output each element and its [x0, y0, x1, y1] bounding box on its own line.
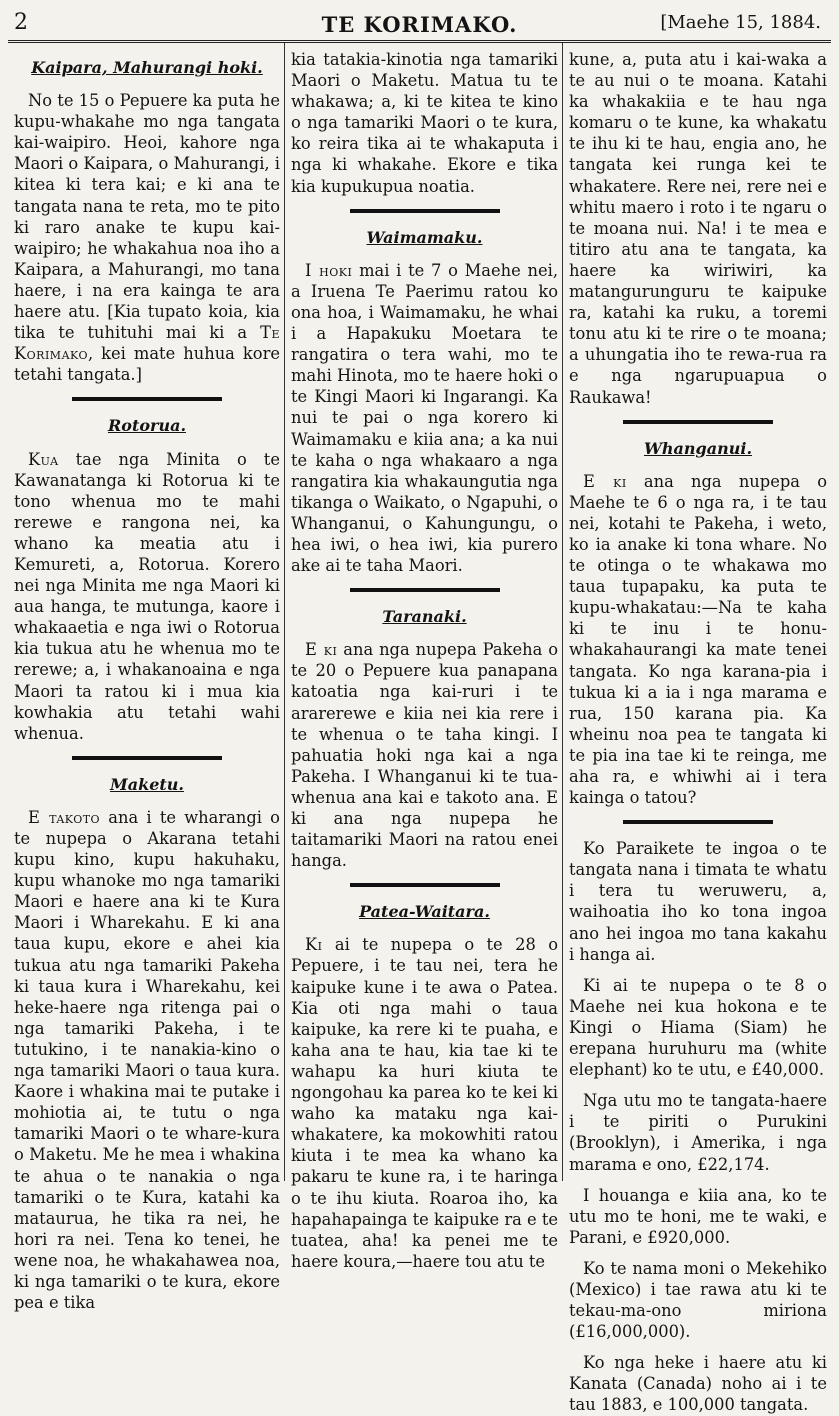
article-kaipara — [14, 90, 280, 385]
lead-words: E ki — [583, 471, 627, 491]
article-text: ai te nupepa o te 28 o Pepuere, i te tau nei, tera he kaipuke kune i te awa o Patea. Kia oti nga mahi o taua kaipuke, ka rere ki te puaha, e kaha ana te hau, kia tae ki te wahapu ka huri kiuta te ngongohau ka parea ko te kei ki waho ka mataku nga kai-whakatere, ka mokowhiti ratou kiuta i te mea ka whano ka pakaru te kune ra, i te haringa o te ihu kiuta. Roaroa iho, ka hapahapainga te kaipuke ra e te tuatea, aha! ka penei me te haere koura,—haere tou atu te — [291, 935, 559, 1271]
news-item: Ki ai te nupepa o te 8 o Maehe nei kua hokona e te Kingi o Hiama (Siam) he erepana huruhuru ma (white elephant) ko te utu, e £40,000. — [569, 975, 827, 1080]
page-header — [8, 4, 831, 43]
article-whanganui — [569, 471, 827, 809]
article-text: ana nga nupepa Pakeha o te 20 o Pepuere kua panapana katoatia nga kai-ruri i te ararerewe e kiia nei kia rere i te whenua o te taha kingi. I pahuatia hoki nga kai a nga Pakeha. I Whanganui ki te tua-whenua ana kai e takoto ana. E ki ana nga nupepa he taitamariki Maori na ratou enei hanga. — [291, 640, 558, 871]
lead-words: I hoki — [305, 260, 353, 280]
section-title-whanganui: Whanganui. — [643, 438, 753, 458]
columns — [8, 43, 831, 1415]
article-maketu — [14, 807, 280, 1313]
article-patea-continued: kune, a, puta atu i kai-waka a te au nui o te moana. Katahi ka whakakiia e te hau nga komaru o te kune, ka whakatu te ihu ki te hau, engia ano, he tangata kei runga kei te whakatere. Rere nei, rere nei e whitu maero i roto i te ngaru o te moana nui. Na! i te mea e titiro atu ana te tangata, ka haere ka wiriwiri, ka matangurunguru te kaipuke ra, katahi ka ruku, a toremi tonu atu ki te rire o te moana; a uhungatia iho te rewa-rua ra e nga ngarupuapua o Raukawa! — [569, 50, 827, 407]
column-1 — [8, 43, 285, 1313]
masthead-title: TE KORIMAKO. — [321, 12, 518, 37]
section-title-taranaki: Taranaki. — [382, 607, 467, 627]
section-title-maketu: Maketu. — [110, 774, 184, 794]
lead-words: E ki — [305, 640, 338, 660]
section-divider — [350, 209, 500, 213]
section-divider — [72, 756, 222, 760]
article-text: No te 15 o Pepuere ka puta he kupu-whakahe mo nga tangata kai-waipiro. Heoi, kahore nga Maori o Kaipara, o Mahurangi, i kitea ki tera kai; e ki ana te tangata nana te reta, mo te pito ki raro anake te kupu kai-waipiro; he whakahua noa iho a Kaipara, a Mahurangi, mo tana haere, i na era kainga te ara haere atu. [Kia tupato koia, kia tika te tuhituhi mai ki a — [14, 91, 280, 343]
news-item: I houanga e kiia ana, ko te utu mo te honi, me te waki, e Parani, e £920,000. — [569, 1185, 827, 1247]
news-item: Nga utu mo te tangata-haere i te piriti o Purukini (Brooklyn), i Amerika, i nga marama e ono, £22,174. — [569, 1091, 827, 1174]
article-text: ana nga nupepa o Maehe te 6 o nga ra, i te tau nei, kotahi te Pakeha, i weto, ko ia anake ki tona whare. No te otinga o te whakawa mo taua tupapaku, ka puta te kupu-whakatau:—Na te kaha ki te inu i te honu-whakahaurangi ka mate tenei tangata. Ko nga karana-pia i tukua ki a ia i nga marama e rua, 150 karana pia. Ka wheinu noa pea te tangata ki te pia ina tae ki te reinga, me aha ra, e whiwhi ai i tera kainga o tatou? — [569, 471, 827, 808]
article-taranaki — [291, 639, 558, 871]
lead-words: Ki — [305, 935, 323, 955]
article-text: ana i te wharangi o te nupepa o Akarana tetahi kupu kino, kupu hakuhaku, kupu whanoke mo nga tamariki Maori e haere ana ki te Kura Maori i Wharekahu. E ki ana taua kupu, ekore e ahei kia tukua atu nga tamariki Pakeha ki taua kura i Wharekahu, kei heke-haere nga ritenga pai o nga tamariki Pakeha, i te tutukino, i te nanakia-kino o nga tamariki Maori o taua kura. Kaore i whakina mai te putake i mohiotia ai, te tutu o nga tamariki Maori o te whare-kura o Maketu. Me he mea i whakina te ahua o te nanakia o nga tamariki o te Kura, katahi ka mataurua, he tika ra nei, he hori ra nei. Tena ko tenei, he wene noa, he whakahawea noa, ki nga tamariki o te kura, ekore pea e tika — [14, 807, 280, 1313]
section-title-rotorua: Rotorua. — [107, 416, 187, 436]
article-waimamaku — [291, 260, 558, 576]
article-text: tae nga Minita o te Kawanatanga ki Rotorua ki te tono whenua mo te mahi rerewe e rangona nei, ka whano ka meatia atu i Kemureti, a, Rotorua. Korero nei nga Minita me nga Maori ki aua hanga, te mutunga, kaore i whakaaetia e nga iwi o Rotorua kia tukua atu he whenua mo te rerewe; a, i whakanoaina e nga Maori ta ratou ki i mua kia kowhakia atu tetahi wahi whenua. — [14, 449, 280, 743]
section-divider — [72, 397, 222, 401]
lead-words: Kua — [28, 449, 59, 469]
section-divider — [350, 883, 500, 887]
issue-date: [Maehe 15, 1884. — [660, 12, 821, 33]
article-maketu-continued: kia tatakia-kinotia nga tamariki Maori o Maketu. Matua tu te whakawa; a, ki te kitea te kino o nga tamariki Maori o te kura, ko reira tika ai te whakaputa i nga ki whakahe. Ekore e tika kia kupukupua noatia. — [291, 50, 558, 196]
section-divider — [623, 820, 773, 824]
news-item: Ko nga heke i haere atu ki Kanata (Canada) noho ai i te tau 1883, e 100,000 tangata. — [569, 1353, 827, 1415]
column-2 — [285, 43, 563, 1271]
column-3 — [563, 43, 831, 1415]
lead-words: E takoto — [28, 807, 101, 827]
section-divider — [350, 588, 500, 592]
article-patea — [291, 934, 558, 1272]
article-text: , kei mate huhua kore tetahi tangata.] — [14, 344, 280, 385]
section-title-patea: Patea-Waitara. — [359, 902, 490, 922]
section-title-waimamaku: Waimamaku. — [366, 227, 483, 247]
news-item: Ko Paraikete te ingoa o te tangata nana i timata te whatu i tera tu weruweru, a, waihoatia iho ko tona ingoa ano hei ingoa mo tana kakahu i hanga ai. — [569, 839, 827, 964]
news-item: Ko te nama moni o Mekehiko (Mexico) i tae rawa atu ki te tekau-ma-ono miriona (£16,000,000). — [569, 1258, 827, 1342]
article-text: mai i te 7 o Maehe nei, a Iruena Te Paerimu ratou ko ona hoa, i Waimamaku, he whai i a Hapakuku Moetara te rangatira o tera wahi, mo te mahi Hinota, mo te haere hoki o te Kingi Maori ki Ingarangi. Ka nui te pai o nga korero ki Waimamaku e kiia ana; a ka nui te kaha o nga whakaaro a nga rangatira kia whakaungutia nga tikanga o Waikato, o Ngapuhi, o Whanganui, o Kahungungu, o hea iwi, o hea iwi, kia purero ake ai te taha Maori. — [291, 260, 559, 576]
article-rotorua — [14, 449, 280, 744]
section-divider — [623, 420, 773, 424]
newspaper-name: Te Korimako — [14, 323, 280, 364]
page-number: 2 — [14, 10, 28, 35]
section-title-kaipara: Kaipara, Mahurangi hoki. — [31, 58, 263, 77]
